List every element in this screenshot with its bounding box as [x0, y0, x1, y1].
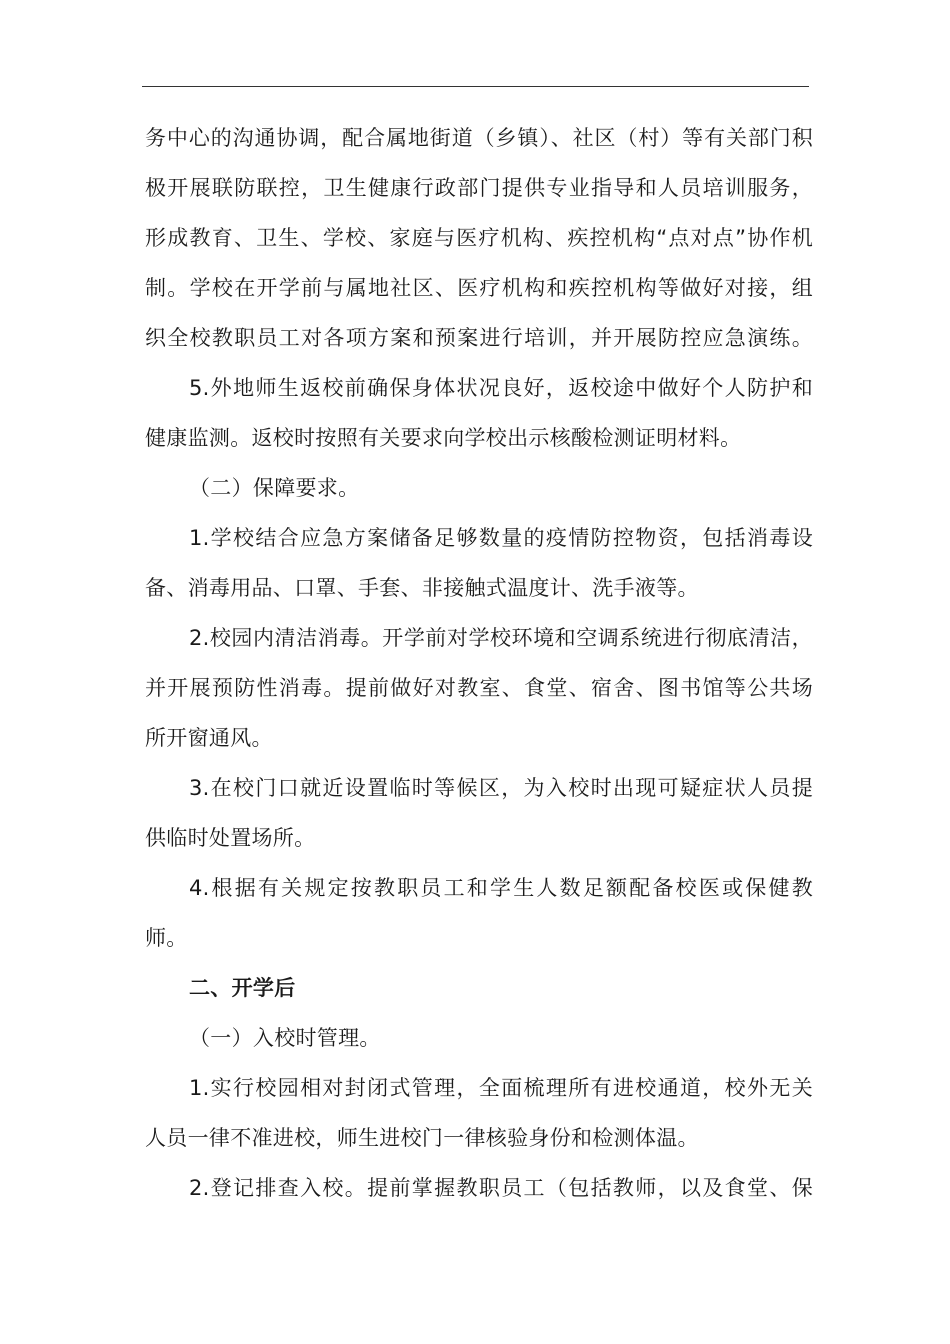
text-line: 4.根据有关规定按教职员工和学生人数足额配备校医或保健教	[189, 876, 813, 900]
text-line: 供临时处置场所。	[145, 826, 316, 850]
text-line: 极开展联防联控，卫生健康行政部门提供专业指导和人员培训服务，	[145, 176, 813, 200]
text-line: 1.学校结合应急方案储备足够数量的疫情防控物资，包括消毒设	[189, 526, 813, 550]
text-line: （一）入校时管理。	[189, 1026, 381, 1050]
text-line: 备、消毒用品、口罩、手套、非接触式温度计、洗手液等。	[145, 576, 699, 600]
text-line: 1.实行校园相对封闭式管理，全面梳理所有进校通道，校外无关	[189, 1076, 813, 1100]
text-line: 健康监测。返校时按照有关要求向学校出示核酸检测证明材料。	[145, 426, 742, 450]
document-body	[145, 113, 813, 1213]
text-line: 5.外地师生返校前确保身体状况良好，返校途中做好个人防护和	[189, 376, 813, 400]
text-line: 所开窗通风。	[145, 726, 273, 750]
section-heading: 二、开学后	[189, 976, 296, 1000]
text-line: 织全校教职员工对各项方案和预案进行培训，并开展防控应急演练。	[145, 326, 813, 350]
text-line: 2.校园内清洁消毒。开学前对学校环境和空调系统进行彻底清洁，	[189, 626, 813, 650]
text-line: 3.在校门口就近设置临时等候区，为入校时出现可疑症状人员提	[189, 776, 813, 800]
text-line: 人员一律不准进校，师生进校门一律核验身份和检测体温。	[145, 1126, 699, 1150]
text-line: 2.登记排查入校。提前掌握教职员工（包括教师，以及食堂、保	[189, 1176, 813, 1200]
text-line: 制。学校在开学前与属地社区、医疗机构和疾控机构等做好对接，组	[145, 276, 813, 300]
text-line: （二）保障要求。	[189, 476, 360, 500]
text-line: 并开展预防性消毒。提前做好对教室、食堂、宿舍、图书馆等公共场	[145, 676, 813, 700]
text-line: 师。	[145, 926, 188, 950]
text-line: 形成教育、卫生、学校、家庭与医疗机构、疾控机构“点对点”协作机	[145, 226, 813, 250]
text-line: 务中心的沟通协调，配合属地街道（乡镇）、社区（村）等有关部门积	[145, 126, 813, 150]
header-rule	[142, 86, 809, 87]
